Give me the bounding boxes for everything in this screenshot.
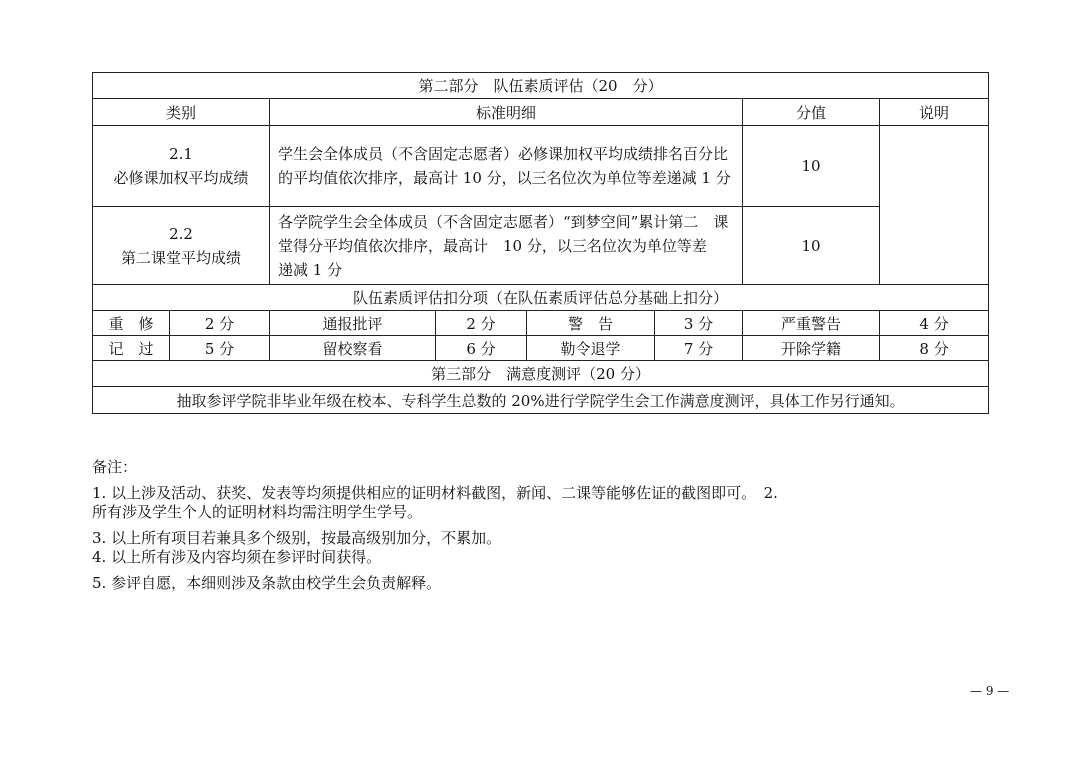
header-desc: 说明: [880, 99, 989, 126]
deduction-points: 7 分: [655, 336, 743, 361]
part2-title: 第二部分 队伍素质评估（20 分）: [93, 73, 989, 99]
standard-detail: 学生会全体成员（不含固定志愿者）必修课加权平均成绩排名百分比的平均值依次排序，最高计 10 分，以三名位次为单位等差递减 1 分: [270, 126, 743, 207]
deduction-item: 勒令退学: [527, 336, 655, 361]
header-category: 类别: [93, 99, 270, 126]
category-name: 第二课堂平均成绩: [120, 248, 241, 267]
category-code: 2.2: [169, 224, 193, 243]
note-line: 5. 参评自愿，本细则涉及条款由校学生会负责解释。: [92, 574, 442, 592]
deduction-item: 严重警告: [743, 311, 880, 336]
evaluation-table: [92, 72, 989, 414]
part3-text: 抽取参评学院非毕业年级在校本、专科学生总数的 20%进行学院学生会工作满意度测评，具体工作另行通知。: [93, 387, 989, 414]
score-cell: 10: [743, 126, 880, 207]
note-line: 1. 以上涉及活动、获奖、发表等均须提供相应的证明材料截图，新闻、二课等能够佐证的截图即可。 2.: [92, 484, 778, 502]
deduction-item: 开除学籍: [743, 336, 880, 361]
standard-detail: 各学院学生会全体成员（不含固定志愿者）“到梦空间”累计第二 课堂得分平均值依次排序，最高计 10 分，以三名位次为单位等差 递减 1 分: [270, 207, 743, 285]
deduction-item: 重 修: [93, 311, 170, 336]
deduction-item: 记 过: [93, 336, 170, 361]
deduction-points: 6 分: [436, 336, 527, 361]
header-score: 分值: [743, 99, 880, 126]
deduction-points: 5 分: [170, 336, 270, 361]
deduction-points: 8 分: [880, 336, 989, 361]
score-cell: 10: [743, 207, 880, 285]
deduction-points: 2 分: [170, 311, 270, 336]
deduction-title: 队伍素质评估扣分项（在队伍素质评估总分基础上扣分）: [93, 285, 989, 311]
note-line: 所有涉及学生个人的证明材料均需注明学生学号。: [92, 503, 423, 521]
note-line: 4. 以上所有涉及内容均须在参评时间获得。: [92, 548, 382, 566]
header-standard: 标准明细: [270, 99, 743, 126]
deduction-points: 2 分: [436, 311, 527, 336]
deduction-item: 警 告: [527, 311, 655, 336]
deduction-points: 4 分: [880, 311, 989, 336]
deduction-item: 留校察看: [270, 336, 436, 361]
description-cell: [880, 126, 989, 285]
category-name: 必修课加权平均成绩: [113, 169, 249, 187]
part3-title: 第三部分 满意度测评（20 分）: [93, 361, 989, 387]
category-cell: [93, 126, 270, 207]
page-number: — 9 —: [970, 684, 1010, 698]
deduction-item: 通报批评: [270, 311, 436, 336]
category-cell: [93, 207, 270, 285]
notes-title: 备注：: [92, 458, 138, 476]
deduction-points: 3 分: [655, 311, 743, 336]
category-code: 2.1: [169, 145, 193, 163]
note-line: 3. 以上所有项目若兼具多个级别，按最高级别加分，不累加。: [92, 529, 502, 547]
